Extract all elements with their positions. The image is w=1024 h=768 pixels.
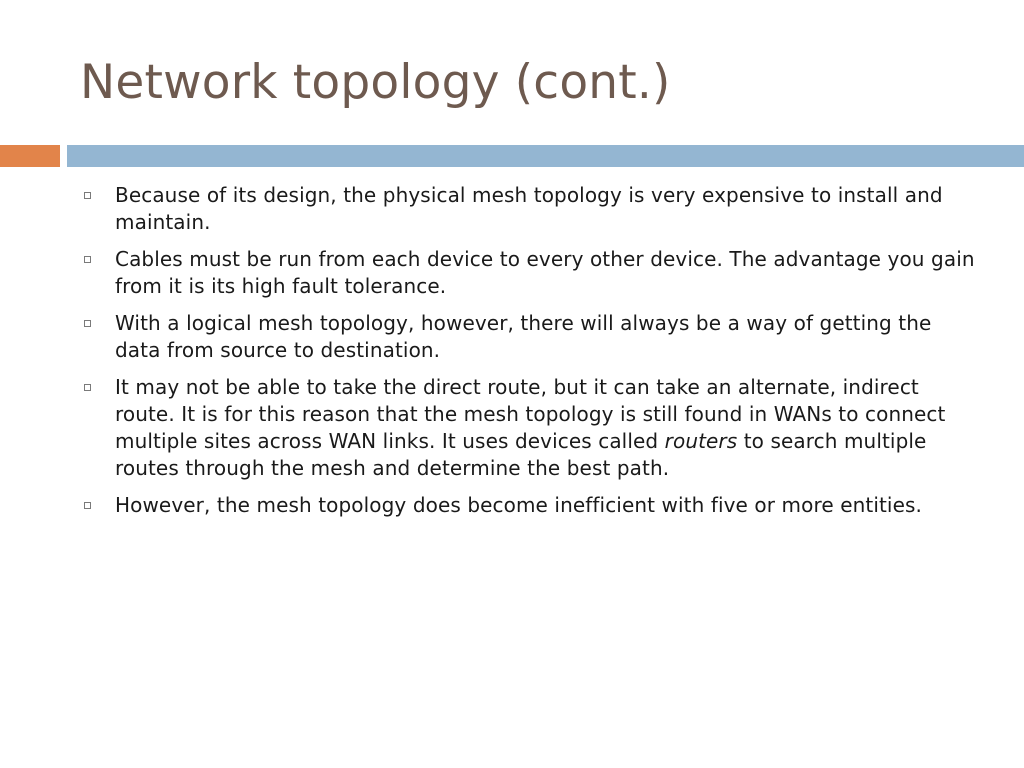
hollow-square-bullet-icon xyxy=(80,492,115,519)
bullet-text xyxy=(115,374,980,482)
list-item xyxy=(80,374,980,482)
hollow-square-bullet-icon xyxy=(80,182,115,209)
bullet-text: Because of its design, the physical mesh topology is very expensive to install and maintain. xyxy=(115,183,943,234)
bullet-text-part: It may not be able to take the direct route, but it can take an alternate, indirect route. It is for this reason that the mesh topology is still found in WANs to connect multiple sites across WAN links. It uses devices called xyxy=(115,375,946,453)
slide-title: Network topology (cont.) xyxy=(80,55,671,110)
list-item xyxy=(80,492,980,519)
hollow-square-bullet-icon xyxy=(80,374,115,401)
bullet-text: However, the mesh topology does become inefficient with five or more entities. xyxy=(115,493,922,517)
bullet-text: With a logical mesh topology, however, there will always be a way of getting the data from source to destination. xyxy=(115,311,932,362)
list-item xyxy=(80,310,980,364)
emphasized-term: routers xyxy=(664,429,738,453)
title-accent-bar xyxy=(0,145,60,167)
hollow-square-bullet-icon xyxy=(80,246,115,273)
title-divider-bar xyxy=(67,145,1024,167)
bullet-text: Cables must be run from each device to every other device. The advantage you gain from it is its high fault tolerance. xyxy=(115,247,975,298)
list-item xyxy=(80,182,980,236)
bullet-text-part: to search multiple routes through the mesh and determine the best path. xyxy=(115,429,927,480)
hollow-square-bullet-icon xyxy=(80,310,115,337)
bullet-list xyxy=(80,182,980,529)
list-item xyxy=(80,246,980,300)
